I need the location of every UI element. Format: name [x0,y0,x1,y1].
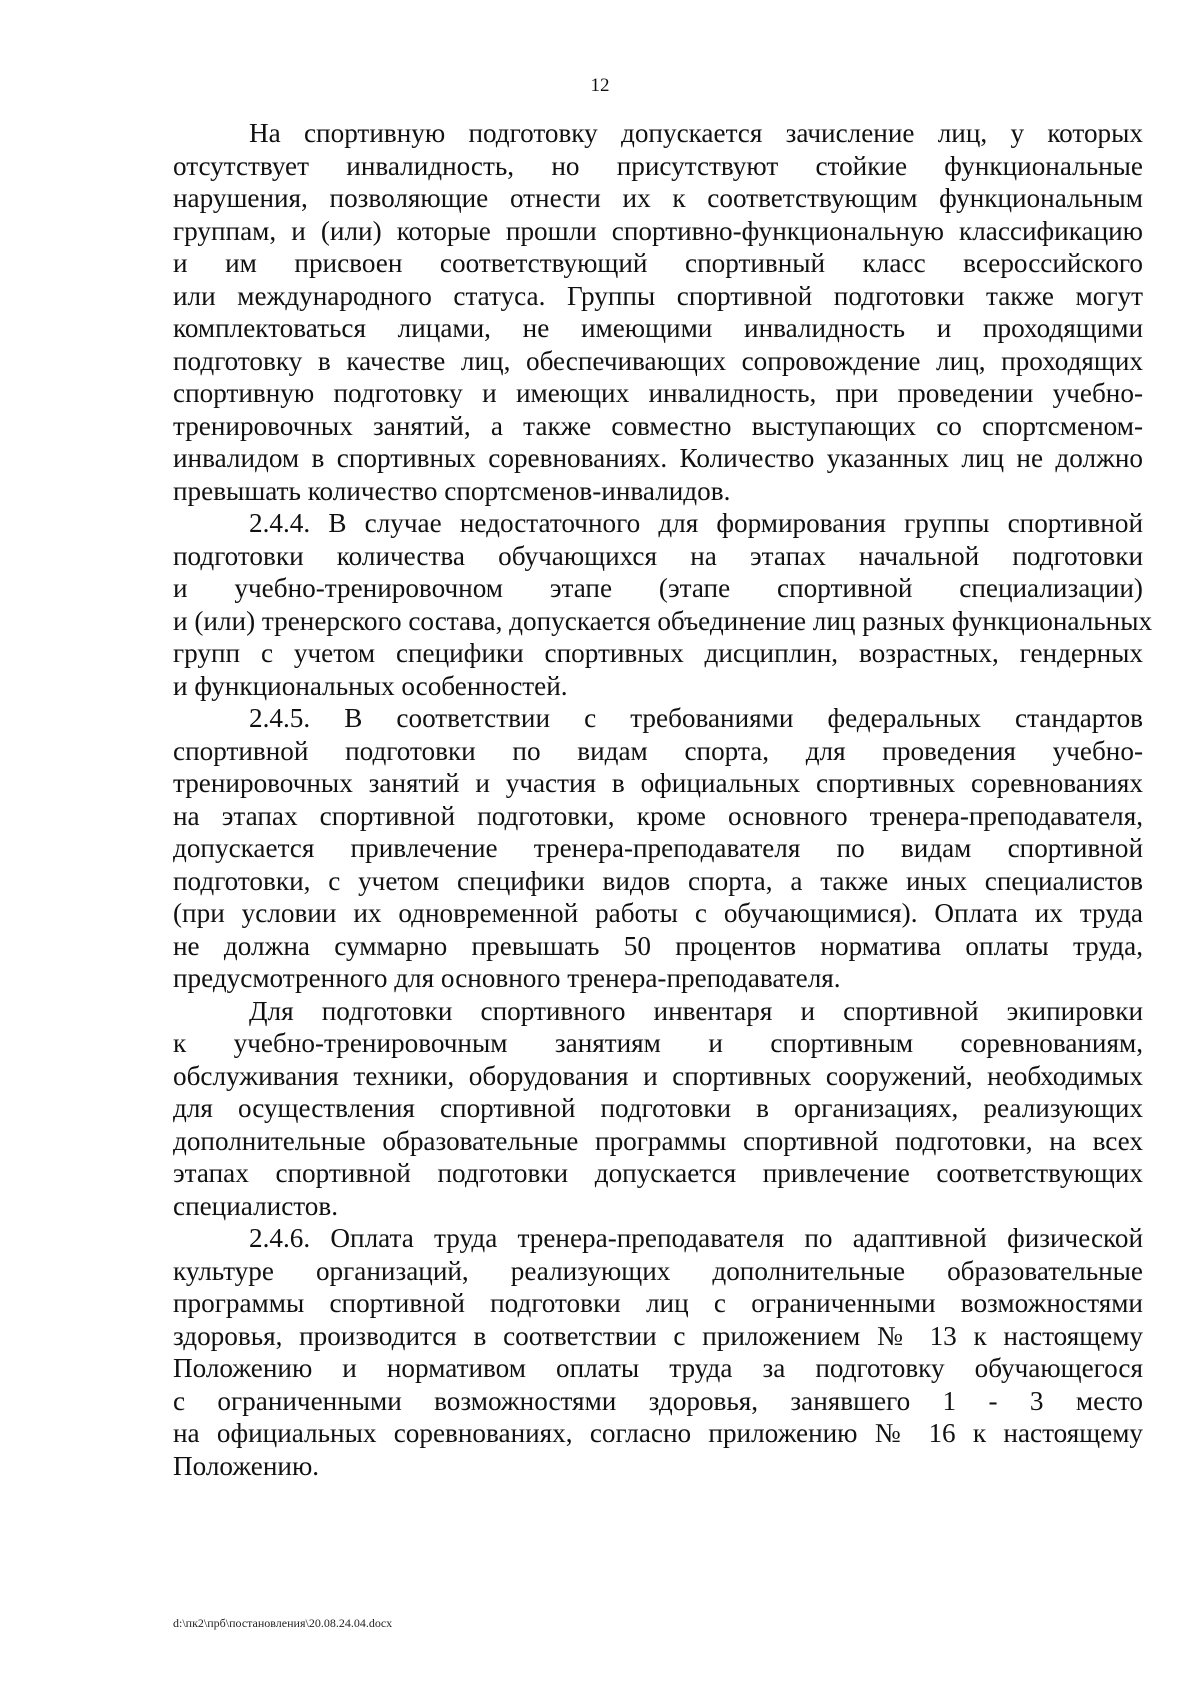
text-line: программы спортивной подготовки лиц с ограниченными возможностями [173,1288,1143,1318]
paragraph-specialists [173,995,1143,1223]
text-line: 2.4.4. В случае недостаточного для формирования группы спортивной [249,508,1143,538]
text-line: с ограниченными возможностями здоровья, занявшего 1 - 3 место [173,1385,1143,1416]
text-line: подготовки, с учетом специфики видов спорта, а также иных специалистов [173,865,1143,896]
paragraph-admission [173,117,1143,507]
text-line: тренировочных занятий и участия в официальных спортивных соревнованиях [173,768,1143,798]
text-line: на официальных соревнованиях, согласно приложению № 16 к настоящему [173,1418,1143,1448]
document-body [173,117,1153,1482]
text-line: инвалидом в спортивных соревнованиях. Количество указанных лиц не должно [173,443,1143,473]
paragraph-2-4-5 [173,702,1143,995]
text-line: обслуживания техники, оборудования и спортивных сооружений, необходимых [173,1060,1143,1091]
file-path-footer: d:\пк2\прб\постановления\20.08.24.04.docx [173,1616,393,1630]
text-line: и учебно-тренировочном этапе (этапе спортивной специализации) [173,573,1143,603]
text-line: здоровья, производится в соответствии с приложением № 13 к настоящему [173,1320,1143,1351]
text-line: предусмотренного для основного тренера-преподавателя. [173,963,841,993]
text-line: допускается привлечение тренера-преподавателя по видам спортивной [173,833,1143,863]
text-line: дополнительные образовательные программы спортивной подготовки, на всех [173,1125,1143,1156]
text-line: 2.4.6. Оплата труда тренера-преподавателя по адаптивной физической [249,1223,1143,1253]
text-line: на этапах спортивной подготовки, кроме основного тренера-преподавателя, [173,800,1143,831]
paragraph-2-4-4 [173,507,1153,702]
text-line: культуре организаций, реализующих дополнительные образовательные [173,1255,1143,1286]
text-line: Положению. [173,1450,320,1481]
text-line: не должна суммарно превышать 50 процентов норматива оплаты труда, [173,930,1143,961]
text-line: превышать количество спортсменов-инвалидов. [173,475,731,506]
text-line: этапах спортивной подготовки допускается привлечение соответствующих [173,1158,1143,1188]
text-line: и функциональных особенностей. [173,670,568,701]
text-line: спортивную подготовку и имеющих инвалидность, при проведении учебно- [173,378,1143,408]
text-line: На спортивную подготовку допускается зачисление лиц, у которых [249,118,1143,148]
text-line: для осуществления спортивной подготовки в организациях, реализующих [173,1093,1143,1123]
text-line: и им присвоен соответствующий спортивный класс всероссийского [173,248,1143,278]
text-line: отсутствует инвалидность, но присутствуют стойкие функциональные [173,150,1143,181]
text-line: нарушения, позволяющие отнести их к соответствующим функциональным [173,183,1143,213]
text-line: к учебно-тренировочным занятиям и спортивным соревнованиям, [173,1028,1143,1058]
text-line: тренировочных занятий, а также совместно выступающих со спортсменом- [173,410,1143,441]
text-line: групп с учетом специфики спортивных дисциплин, возрастных, гендерных [173,638,1143,668]
text-line: Положению и нормативом оплаты труда за подготовку обучающегося [173,1353,1143,1383]
text-line: и (или) тренерского состава, допускается объединение лиц разных функциональных [173,605,1153,636]
text-line: подготовки количества обучающихся на этапах начальной подготовки [173,540,1143,571]
text-line: специалистов. [173,1190,339,1221]
text-line: спортивной подготовки по видам спорта, для проведения учебно- [173,735,1143,766]
text-line: (при условии их одновременной работы с обучающимися). Оплата их труда [173,898,1143,928]
text-line: подготовку в качестве лиц, обеспечивающих сопровождение лиц, проходящих [173,345,1143,376]
paragraph-2-4-6 [173,1222,1143,1482]
text-line: группам, и (или) которые прошли спортивно-функциональную классификацию [173,215,1143,246]
text-line: или международного статуса. Группы спортивной подготовки также могут [173,280,1143,311]
text-line: Для подготовки спортивного инвентаря и спортивной экипировки [249,995,1143,1026]
text-line: 2.4.5. В соответствии с требованиями федеральных стандартов [249,703,1143,733]
page-number: 12 [590,75,610,96]
text-line: комплектоваться лицами, не имеющими инвалидность и проходящими [173,313,1143,343]
